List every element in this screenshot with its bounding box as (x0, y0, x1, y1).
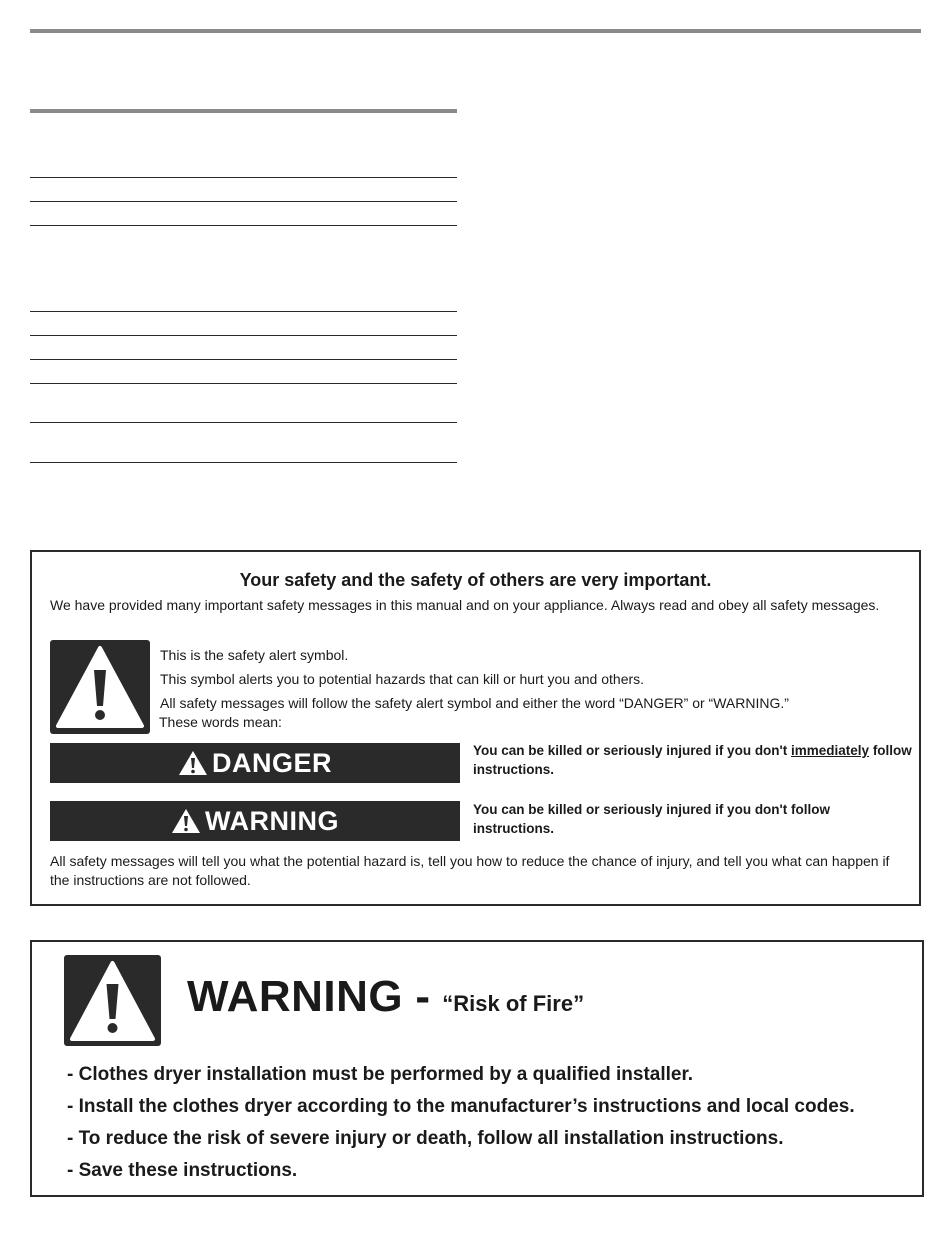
instruction-item: - To reduce the risk of severe injury or death, follow all installation instructions. (67, 1128, 784, 1149)
safety-title: Your safety and the safety of others are very important. (239, 570, 712, 590)
fire-warning-alert-icon (64, 955, 161, 1046)
symbol-line: This is the safety alert symbol. (160, 647, 349, 663)
safety-box (30, 550, 921, 906)
warning-text: You can be killed or seriously injured if you don't follow instructions. (473, 802, 830, 836)
instruction-item: - Clothes dryer installation must be performed by a qualified installer. (67, 1064, 694, 1085)
top-rule (30, 29, 921, 33)
instruction-item: - Save these instructions. (67, 1160, 298, 1181)
toc-rule (30, 201, 457, 202)
safety-outro: All safety messages will tell you what the potential hazard is, tell you how to reduce the chance of injury, and tell you what can happen if the instructions are not followed. (50, 853, 890, 888)
danger-bar (50, 743, 460, 783)
toc-header-rule (30, 109, 457, 113)
safety-intro: We have provided many important safety messages in this manual and on your appliance. Always read and obey all safety messages. (50, 597, 880, 613)
toc-rule (30, 359, 457, 360)
symbol-line: These words mean: (159, 714, 282, 730)
warning-label: WARNING (205, 805, 339, 836)
toc-rule (30, 462, 457, 463)
fire-warning-box (30, 940, 924, 1197)
warning-triangle-icon (171, 808, 201, 834)
danger-triangle-icon (178, 750, 208, 776)
symbol-line: This symbol alerts you to potential hazards that can kill or hurt you and others. (160, 671, 645, 687)
danger-label: DANGER (211, 747, 332, 778)
danger-text: You can be killed or seriously injured if you don't immediately follow instructions. (473, 743, 912, 777)
toc-rule (30, 311, 457, 312)
warning-bar (50, 801, 460, 841)
toc-rule (30, 177, 457, 178)
toc-rule (30, 335, 457, 336)
instruction-item: - Install the clothes dryer according to the manufacturer’s instructions and local codes. (67, 1096, 855, 1117)
toc-rule (30, 225, 457, 226)
fire-warning-heading: WARNING - “Risk of Fire” (187, 972, 585, 1021)
symbol-line: All safety messages will follow the safety alert symbol and either the word “DANGER” or “WARNING.” (160, 695, 789, 711)
toc-rule (30, 422, 457, 423)
toc-rule (30, 383, 457, 384)
safety-alert-icon (50, 640, 150, 734)
